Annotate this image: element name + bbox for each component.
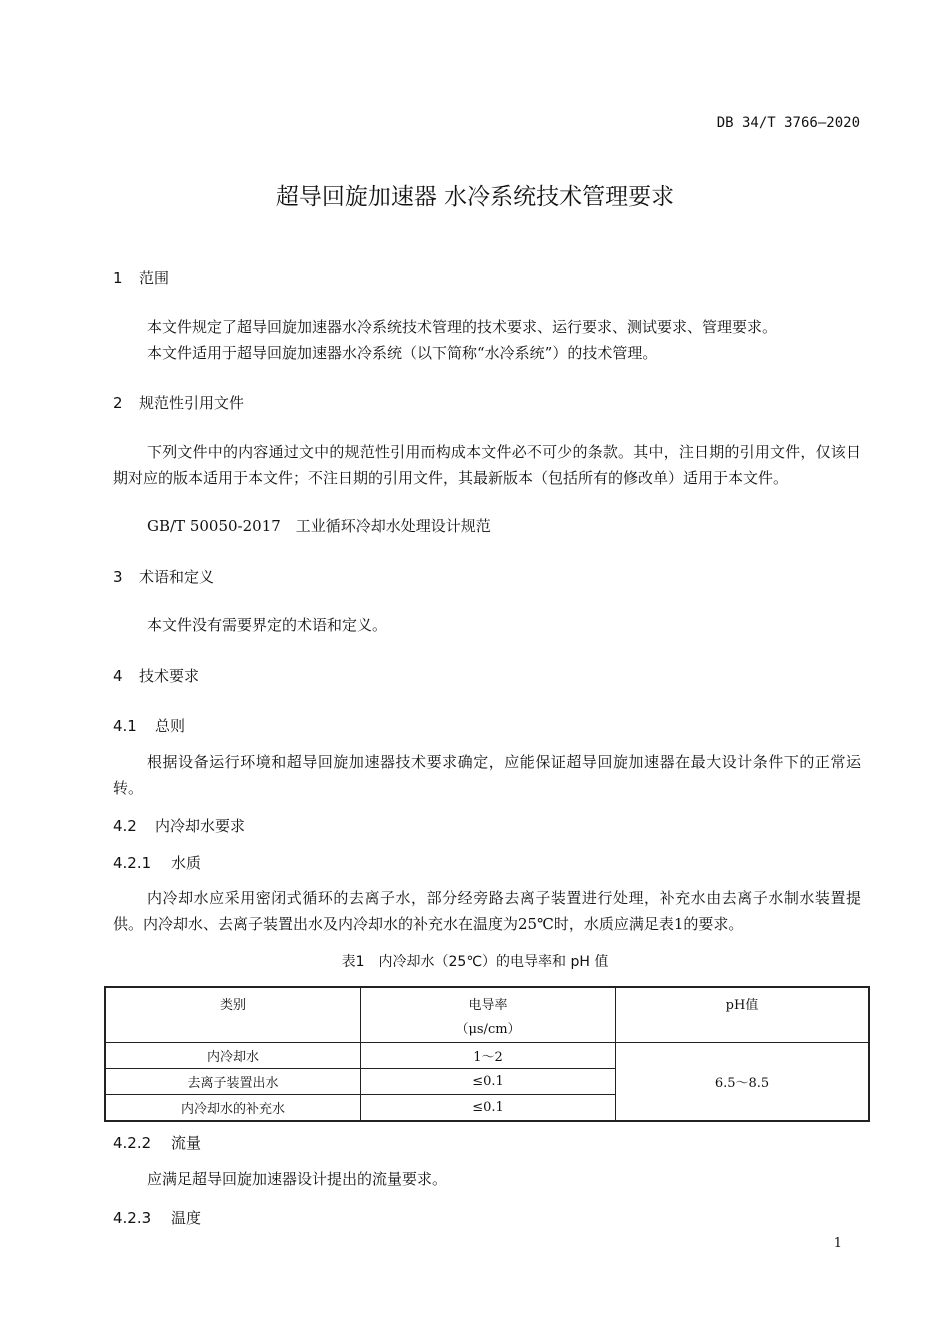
header-conductivity-label: 电导率 [468,998,508,1013]
section-title: 温度 [171,1209,202,1227]
section-title: 总则 [155,717,186,735]
document-code: DB 34/T 3766—2020 [716,115,860,131]
table-row [105,1043,869,1069]
section-3-paragraph: 本文件没有需要界定的术语和定义。 [147,616,388,634]
section-4-2-3-heading [113,1207,201,1228]
table-cell-conductivity: 1～2 [361,1043,616,1069]
table-cell-ph: 6.5～8.5 [616,1043,870,1121]
section-number: 2 [113,394,123,412]
section-title: 规范性引用文件 [139,394,245,412]
section-3-heading [113,566,214,587]
header-ph: pH值 [616,987,870,1043]
table-cell-category: 去离子装置出水 [105,1069,361,1095]
section-number: 4.2.2 [113,1134,152,1152]
section-4-2-2-paragraph: 应满足超导回旋加速器设计提出的流量要求。 [147,1170,448,1188]
header-conductivity-unit: （μs/cm） [455,1022,521,1037]
section-number: 3 [113,568,123,586]
section-number: 4 [113,667,123,685]
table-cell-conductivity: ≤0.1 [361,1095,616,1121]
table-cell-conductivity: ≤0.1 [361,1069,616,1095]
section-title: 术语和定义 [139,568,215,586]
section-4-2-1-heading [113,852,201,873]
section-title: 内冷却水要求 [155,817,246,835]
document-title: 超导回旋加速器 水冷系统技术管理要求 [275,184,675,210]
section-2-paragraph: 下列文件中的内容通过文中的规范性引用而构成本文件必不可少的条款。其中，注日期的引用文件，仅该日期对应的版本适用于本文件；不注日期的引用文件，其最新版本（包括所有的修改单）适用于本文件。 [113,443,861,487]
section-title: 技术要求 [139,667,200,685]
section-number: 4.2.3 [113,1209,152,1227]
section-4-2-2-heading [113,1132,201,1153]
section-title: 水质 [171,854,202,872]
section-number: 4.2.1 [113,854,152,872]
section-4-1-heading [113,715,185,736]
section-number: 4.2 [113,817,137,835]
table-1-caption: 表1 内冷却水（25℃）的电导率和 pH 值 [341,954,609,970]
normative-reference: GB/T 50050-2017 工业循环冷却水处理设计规范 [147,517,491,535]
table-header-row [105,987,869,1043]
section-2-heading [113,392,244,413]
page-number: 1 [833,1236,842,1251]
section-number: 1 [113,269,123,287]
table-cell-category: 内冷却水的补充水 [105,1095,361,1121]
section-4-heading [113,665,199,686]
section-1-paragraph-1: 本文件规定了超导回旋加速器水冷系统技术管理的技术要求、运行要求、测试要求、管理要求。 [147,318,778,336]
header-category: 类别 [105,987,361,1043]
conductivity-ph-table [104,986,870,1122]
section-title: 范围 [139,269,170,287]
section-4-2-1-paragraph: 内冷却水应采用密闭式循环的去离子水，部分经旁路去离子装置进行处理，补充水由去离子水制水装置提供。内冷却水、去离子装置出水及内冷却水的补充水在温度为25℃时，水质应满足表1的要求。 [113,889,861,933]
section-1-paragraph-2: 本文件适用于超导回旋加速器水冷系统（以下简称“水冷系统”）的技术管理。 [147,344,658,362]
table-cell-category: 内冷却水 [105,1043,361,1069]
section-number: 4.1 [113,717,137,735]
section-title: 流量 [171,1134,202,1152]
section-1-heading [113,267,169,288]
header-conductivity [361,987,616,1043]
section-4-1-paragraph: 根据设备运行环境和超导回旋加速器技术要求确定，应能保证超导回旋加速器在最大设计条件下的正常运转。 [113,753,861,797]
section-4-2-heading [113,815,245,836]
